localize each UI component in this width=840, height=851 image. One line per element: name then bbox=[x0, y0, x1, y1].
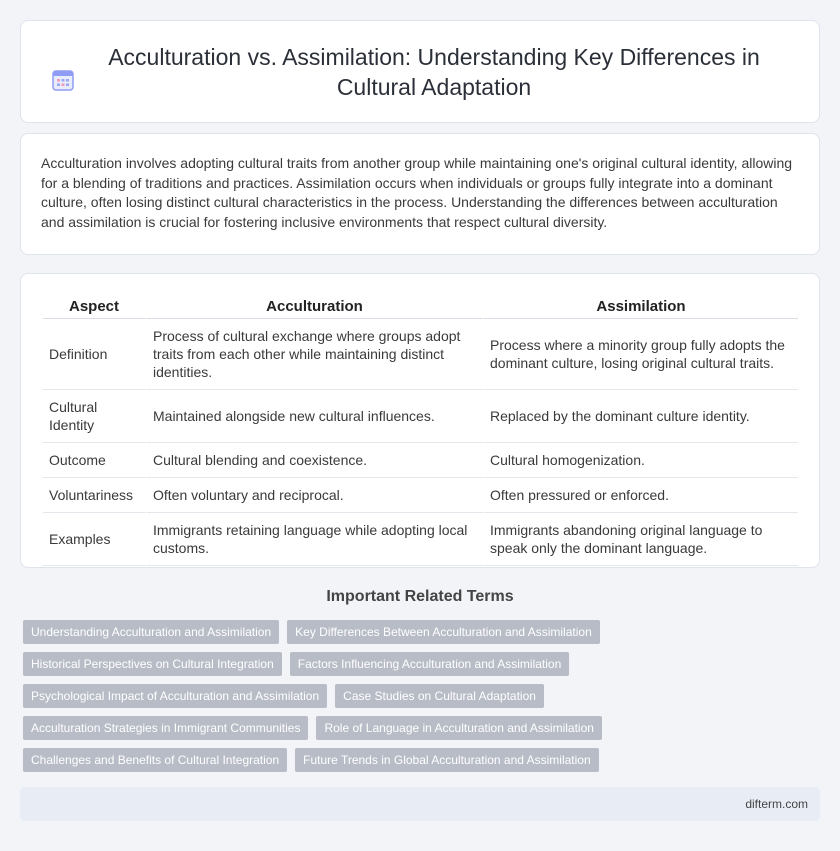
related-term-tag[interactable]: Psychological Impact of Acculturation and Assimilation bbox=[23, 684, 327, 708]
tag-row bbox=[23, 684, 813, 708]
calendar-icon bbox=[51, 68, 75, 92]
row-acculturation: Cultural blending and coexistence. bbox=[147, 443, 484, 478]
row-acculturation: Maintained alongside new cultural influences. bbox=[147, 390, 484, 443]
header-assimilation: Assimilation bbox=[484, 294, 798, 319]
footer bbox=[20, 787, 820, 821]
row-aspect: Voluntariness bbox=[43, 478, 147, 513]
row-acculturation: Process of cultural exchange where groups adopt traits from each other while maintaining distinct identities. bbox=[147, 319, 484, 390]
related-term-tag[interactable]: Key Differences Between Acculturation and Assimilation bbox=[287, 620, 600, 644]
row-assimilation: Often pressured or enforced. bbox=[484, 478, 798, 513]
comparison-table-card bbox=[20, 273, 820, 568]
row-assimilation: Process where a minority group fully adopts the dominant culture, losing original cultural traits. bbox=[484, 319, 798, 390]
footer-site-link[interactable]: difterm.com bbox=[745, 797, 808, 811]
related-term-tag[interactable]: Factors Influencing Acculturation and Assimilation bbox=[290, 652, 569, 676]
title-card bbox=[20, 20, 820, 123]
table-row bbox=[43, 513, 798, 566]
row-acculturation: Often voluntary and reciprocal. bbox=[147, 478, 484, 513]
row-assimilation: Replaced by the dominant culture identity. bbox=[484, 390, 798, 443]
tag-row bbox=[23, 652, 813, 676]
related-term-tag[interactable]: Role of Language in Acculturation and Assimilation bbox=[316, 716, 602, 740]
table-row bbox=[43, 443, 798, 478]
table-row bbox=[43, 478, 798, 513]
related-terms-tags bbox=[23, 620, 813, 780]
related-term-tag[interactable]: Challenges and Benefits of Cultural Integration bbox=[23, 748, 287, 772]
intro-card bbox=[20, 133, 820, 255]
row-assimilation: Immigrants abandoning original language to speak only the dominant language. bbox=[484, 513, 798, 566]
row-aspect: Definition bbox=[43, 319, 147, 390]
related-term-tag[interactable]: Historical Perspectives on Cultural Integration bbox=[23, 652, 282, 676]
row-acculturation: Immigrants retaining language while adopting local customs. bbox=[147, 513, 484, 566]
table-header-row bbox=[43, 294, 798, 319]
related-term-tag[interactable]: Case Studies on Cultural Adaptation bbox=[335, 684, 544, 708]
comparison-table bbox=[43, 294, 798, 566]
intro-paragraph: Acculturation involves adopting cultural traits from another group while maintaining one's original cultural identity, allowing for a blending of traditions and practices. Assimilation occurs when individuals or groups fully integrate into a dominant culture, often losing distinct cultural characteristics in the process. Understanding the differences between acculturation and assimilation is crucial for fostering inclusive environments that respect cultural diversity. bbox=[41, 155, 793, 230]
page-title: Acculturation vs. Assimilation: Understanding Key Differences in Cultural Adaptation bbox=[108, 43, 760, 100]
table-row bbox=[43, 319, 798, 390]
row-aspect: Examples bbox=[43, 513, 147, 566]
row-aspect: Cultural Identity bbox=[43, 390, 147, 443]
row-aspect: Outcome bbox=[43, 443, 147, 478]
related-term-tag[interactable]: Future Trends in Global Acculturation and Assimilation bbox=[295, 748, 598, 772]
related-term-tag[interactable]: Acculturation Strategies in Immigrant Communities bbox=[23, 716, 308, 740]
related-terms-title: Important Related Terms bbox=[326, 588, 514, 605]
header-acculturation: Acculturation bbox=[147, 294, 484, 319]
header-aspect: Aspect bbox=[43, 294, 147, 319]
title-wrap bbox=[51, 42, 789, 102]
tag-row bbox=[23, 748, 813, 772]
table-row bbox=[43, 390, 798, 443]
related-term-tag[interactable]: Understanding Acculturation and Assimilation bbox=[23, 620, 279, 644]
tag-row bbox=[23, 716, 813, 740]
tag-row bbox=[23, 620, 813, 644]
row-assimilation: Cultural homogenization. bbox=[484, 443, 798, 478]
